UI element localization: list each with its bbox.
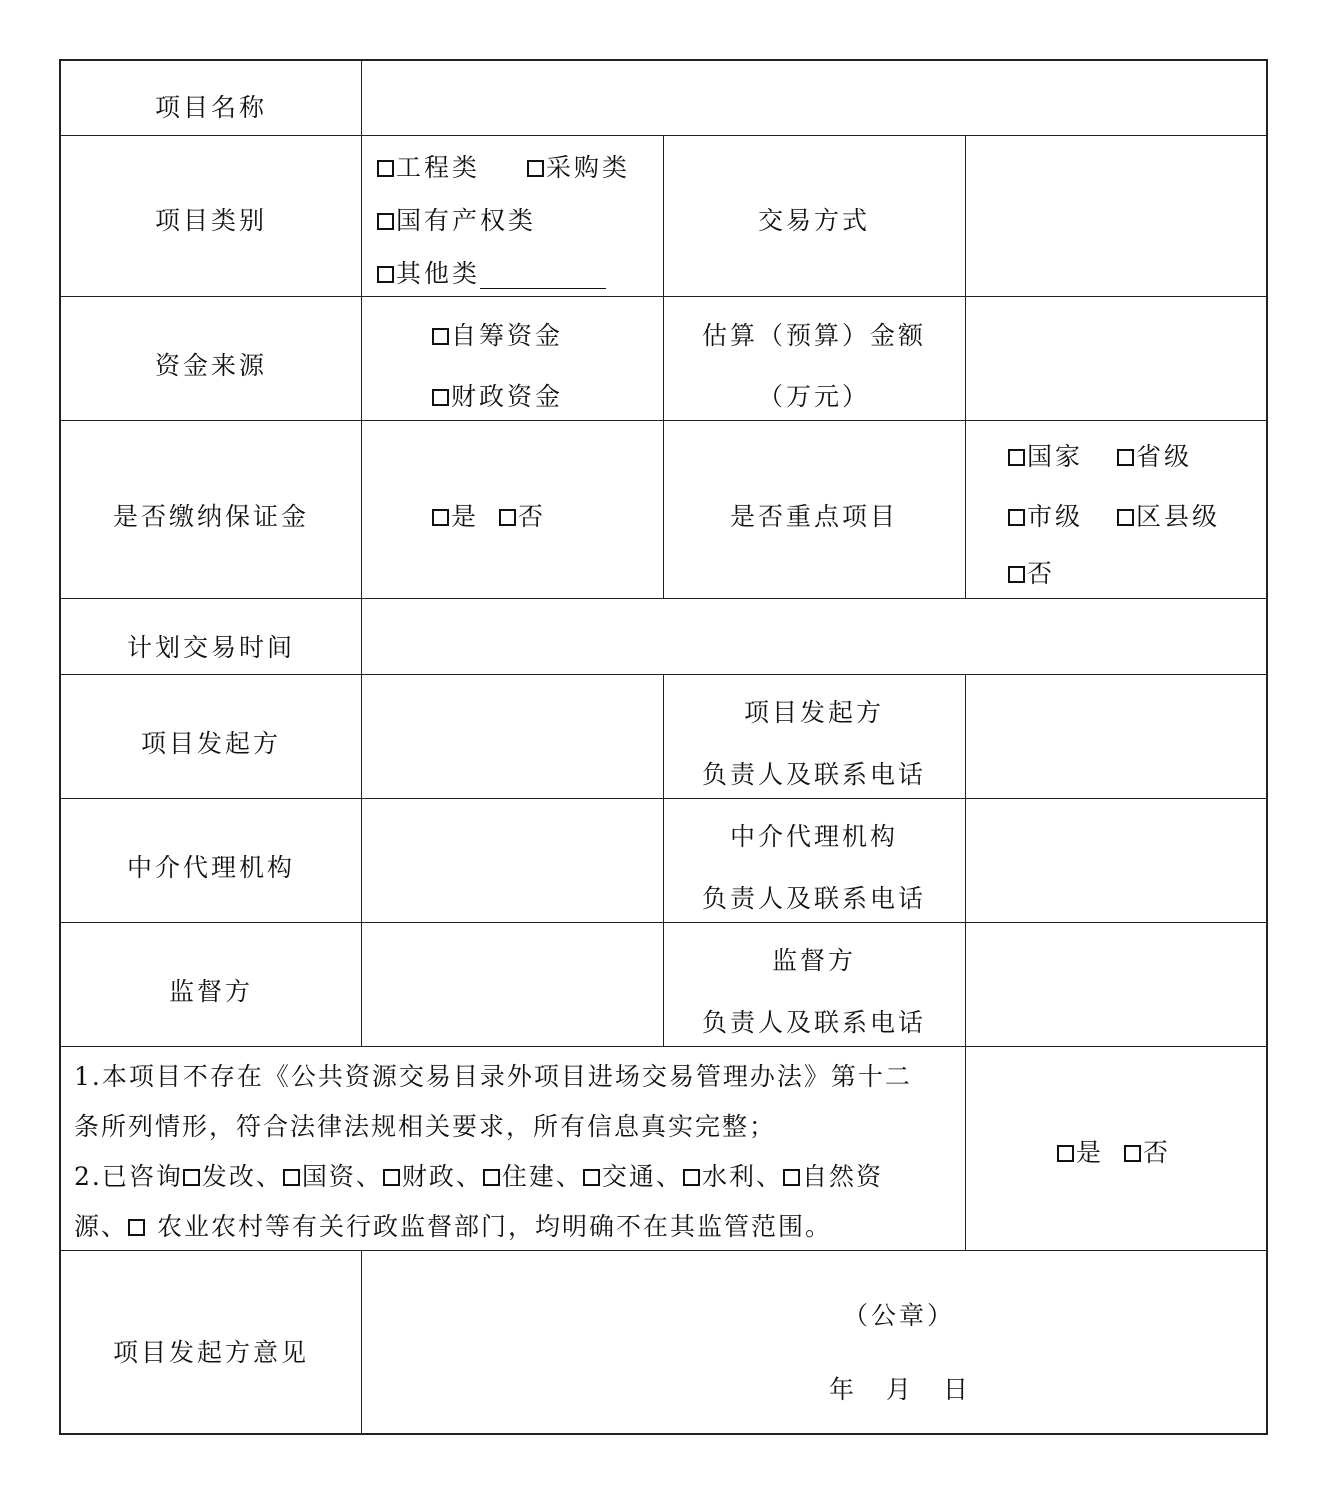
key-option-provincial[interactable]: 省级 bbox=[1117, 442, 1192, 472]
supervisor-field[interactable] bbox=[362, 923, 663, 1046]
agency-field[interactable] bbox=[362, 799, 663, 922]
col-line bbox=[663, 674, 664, 1047]
checkbox[interactable] bbox=[1124, 1145, 1141, 1162]
funding-option-fiscal[interactable]: 财政资金 bbox=[432, 382, 563, 412]
dept-option-water[interactable]: 水利、 bbox=[683, 1162, 783, 1191]
date-year-label: 年 bbox=[829, 1375, 858, 1404]
funding-option-self[interactable]: 自筹资金 bbox=[432, 321, 563, 351]
project-name-label: 项目名称 bbox=[154, 93, 268, 122]
dept-option-transport[interactable]: 交通、 bbox=[583, 1162, 683, 1191]
category-option-state-property[interactable]: 国有产权类 bbox=[377, 206, 536, 236]
supervisor-contact-field[interactable] bbox=[966, 923, 1266, 1046]
spacer bbox=[966, 421, 1266, 422]
initiator-label: 项目发起方 bbox=[140, 729, 282, 758]
deposit-option-no[interactable]: 否 bbox=[499, 502, 546, 532]
supervisor-label: 监督方 bbox=[168, 977, 254, 1006]
estimate-unit-label: （万元） bbox=[757, 382, 871, 411]
declaration-option-yes[interactable]: 是 bbox=[1057, 1138, 1104, 1168]
dept-option-natural-resources[interactable]: 自然资 bbox=[783, 1162, 883, 1191]
declaration-line-3: 2.已咨询 发改、 国资、 财政、 住建、 交通、 水利、 自然资 bbox=[74, 1162, 883, 1191]
supervisor-contact-label-2: 负责人及联系电话 bbox=[701, 1008, 927, 1037]
category-option-procurement[interactable]: 采购类 bbox=[527, 153, 630, 183]
initiator-contact-field[interactable] bbox=[966, 675, 1266, 798]
table-border-bottom bbox=[59, 1433, 1268, 1435]
checkbox[interactable] bbox=[128, 1219, 145, 1236]
checkbox[interactable] bbox=[783, 1169, 800, 1186]
key-option-no[interactable]: 否 bbox=[1008, 559, 1055, 589]
checkbox[interactable] bbox=[383, 1169, 400, 1186]
dept-option-state-assets[interactable]: 国资、 bbox=[283, 1162, 383, 1191]
date-day-label: 日 bbox=[943, 1375, 972, 1404]
checkbox[interactable] bbox=[683, 1169, 700, 1186]
initiator-contact-label-2: 负责人及联系电话 bbox=[701, 760, 927, 789]
estimate-amount-field[interactable] bbox=[966, 297, 1266, 420]
checkbox[interactable] bbox=[432, 328, 449, 345]
checkbox[interactable] bbox=[1008, 509, 1025, 526]
declaration-line-4: 源、 农业农村等有关行政监督部门，均明确不在其监管范围。 bbox=[74, 1212, 832, 1241]
dept-option-housing[interactable]: 住建、 bbox=[483, 1162, 583, 1191]
declaration-line-1: 1.本项目不存在《公共资源交易目录外项目进场交易管理办法》第十二 bbox=[74, 1062, 912, 1091]
key-option-national[interactable]: 国家 bbox=[1008, 442, 1083, 472]
checkbox[interactable] bbox=[1057, 1145, 1074, 1162]
key-project-label: 是否重点项目 bbox=[729, 502, 899, 531]
table-border-right bbox=[1266, 59, 1268, 1435]
planned-time-label: 计划交易时间 bbox=[126, 633, 296, 662]
category-option-engineering[interactable]: 工程类 bbox=[377, 153, 480, 183]
planned-time-field[interactable] bbox=[362, 599, 1266, 674]
key-option-city[interactable]: 市级 bbox=[1008, 502, 1083, 532]
checkbox[interactable] bbox=[1008, 566, 1025, 583]
estimate-amount-label: 估算（预算）金额 bbox=[701, 321, 927, 350]
table-border-left bbox=[59, 59, 61, 1435]
agency-contact-label-2: 负责人及联系电话 bbox=[701, 884, 927, 913]
declaration-line-2: 条所列情形，符合法律法规相关要求，所有信息真实完整； bbox=[74, 1112, 777, 1141]
opinion-label: 项目发起方意见 bbox=[112, 1338, 310, 1367]
project-name-field[interactable] bbox=[362, 61, 1266, 135]
date-month-label: 月 bbox=[886, 1375, 915, 1404]
declaration-text bbox=[74, 1052, 959, 1252]
supervisor-contact-label-1: 监督方 bbox=[771, 946, 857, 975]
col-line bbox=[663, 135, 664, 599]
checkbox[interactable] bbox=[377, 266, 394, 283]
col-line bbox=[361, 1250, 362, 1434]
checkbox[interactable] bbox=[527, 160, 544, 177]
checkbox[interactable] bbox=[1117, 449, 1134, 466]
declaration-option-no[interactable]: 否 bbox=[1124, 1138, 1171, 1168]
agency-contact-field[interactable] bbox=[966, 799, 1266, 922]
official-seal-label: （公章） bbox=[842, 1301, 956, 1330]
checkbox[interactable] bbox=[377, 160, 394, 177]
project-category-label: 项目类别 bbox=[154, 206, 268, 235]
transaction-method-label: 交易方式 bbox=[757, 206, 871, 235]
initiator-contact-label-1: 项目发起方 bbox=[743, 698, 885, 727]
deposit-label: 是否缴纳保证金 bbox=[112, 502, 310, 531]
dept-option-agriculture[interactable] bbox=[128, 1212, 147, 1241]
checkbox[interactable] bbox=[432, 389, 449, 406]
checkbox[interactable] bbox=[377, 213, 394, 230]
checkbox[interactable] bbox=[483, 1169, 500, 1186]
checkbox[interactable] bbox=[432, 509, 449, 526]
checkbox[interactable] bbox=[1008, 449, 1025, 466]
other-category-blank[interactable] bbox=[480, 264, 606, 289]
deposit-option-yes[interactable]: 是 bbox=[432, 502, 479, 532]
checkbox[interactable] bbox=[183, 1169, 200, 1186]
checkbox[interactable] bbox=[583, 1169, 600, 1186]
checkbox[interactable] bbox=[499, 509, 516, 526]
checkbox[interactable] bbox=[1117, 509, 1134, 526]
col-line bbox=[965, 1046, 966, 1251]
key-option-county[interactable]: 区县级 bbox=[1117, 502, 1220, 532]
transaction-method-field[interactable] bbox=[966, 136, 1266, 296]
dept-option-development[interactable]: 发改、 bbox=[183, 1162, 283, 1191]
agency-contact-label-1: 中介代理机构 bbox=[729, 822, 899, 851]
dept-option-finance[interactable]: 财政、 bbox=[383, 1162, 483, 1191]
funding-source-label: 资金来源 bbox=[154, 351, 268, 380]
checkbox[interactable] bbox=[283, 1169, 300, 1186]
initiator-field[interactable] bbox=[362, 675, 663, 798]
category-option-other[interactable]: 其他类 bbox=[377, 259, 606, 289]
agency-label: 中介代理机构 bbox=[126, 853, 296, 882]
